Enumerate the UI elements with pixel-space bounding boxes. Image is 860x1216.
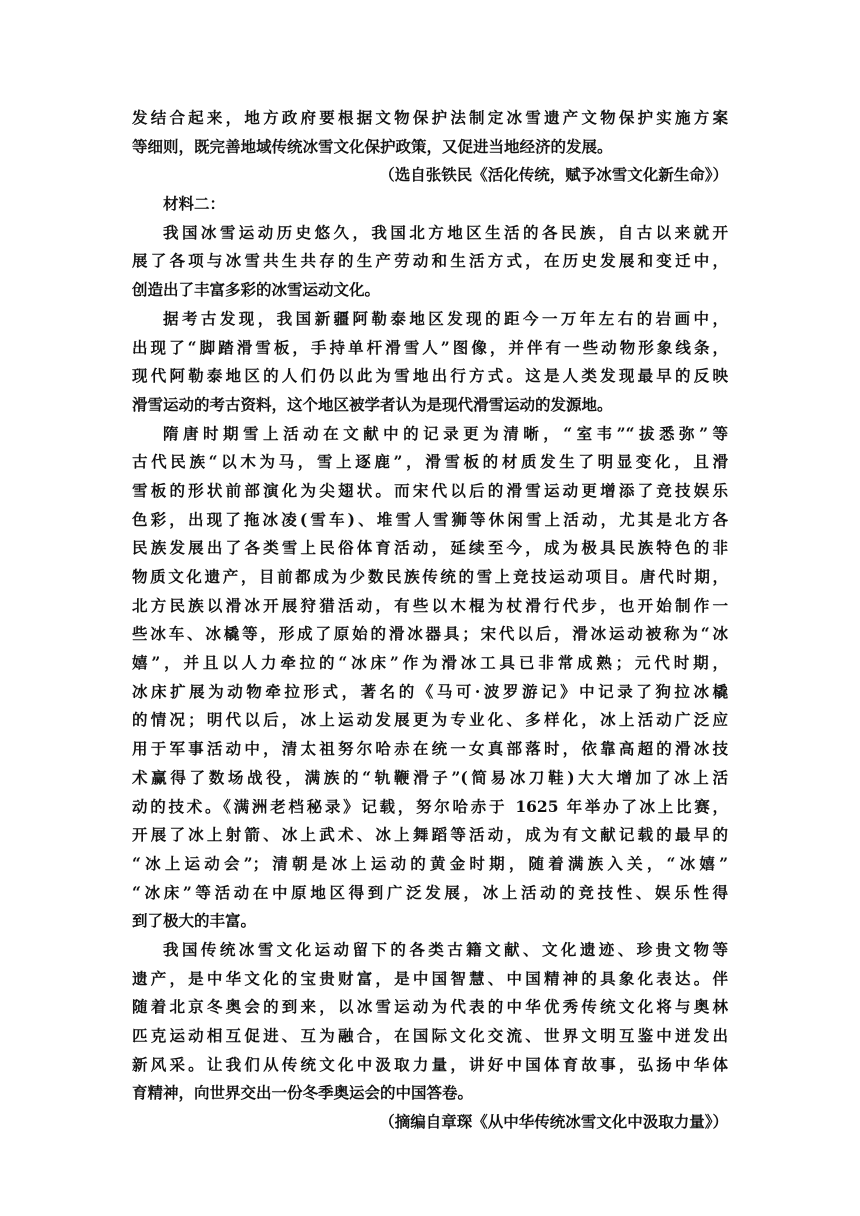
- section-heading: 材料二：: [163, 194, 226, 214]
- source-citation: （摘编自章琛《从中华传统冰雪文化中汲取力量》）: [379, 1112, 728, 1132]
- text-line: 北方民族以滑冰开展狩猎活动，有些以木棍为杖滑行代步，也开始制作一: [132, 595, 728, 615]
- text-line: 现代阿勒泰地区的人们仍以此为雪地出行方式。这是人类发现最早的反映: [132, 366, 728, 386]
- text-line: 隋唐时期雪上活动在文献中的记录更为清晰，“室韦”“拔悉弥”等: [163, 423, 728, 443]
- text-line: 色彩，出现了拖冰凌(雪车)、堆雪人雪狮等休闲雪上活动，尤其是北方各: [132, 509, 728, 529]
- text-line: 据考古发现，我国新疆阿勒泰地区发现的距今一万年左右的岩画中，: [163, 308, 728, 328]
- text-line: 冰床扩展为动物牵拉形式，著名的《马可·波罗游记》中记录了狗拉冰橇: [132, 681, 728, 701]
- source-citation: （选自张铁民《活化传统，赋予冰雪文化新生命》）: [379, 165, 728, 185]
- text-line: 我国传统冰雪文化运动留下的各类古籍文献、文化遗迹、珍贵文物等: [163, 939, 728, 959]
- text-line: 民族发展出了各类雪上民俗体育活动，延续至今，成为极具民族特色的非: [132, 538, 728, 558]
- text-line: 物质文化遗产，目前都成为少数民族传统的雪上竞技运动项目。唐代时期，: [132, 567, 728, 586]
- text-line: 开展了冰上射箭、冰上武术、冰上舞蹈等活动，成为有文献记载的最早的: [132, 825, 728, 845]
- text-line: 匹克运动相互促进、互为融合，在国际文化交流、世界文明互鉴中迸发出: [132, 1026, 728, 1045]
- text-line: 滑雪运动的考古资料，这个地区被学者认为是现代滑雪运动的发源地。: [132, 394, 613, 414]
- text-line: 等细则，既完善地域传统冰雪文化保护政策，又促进当地经济的发展。: [132, 136, 613, 156]
- text-line: “冰床”等活动在中原地区得到广泛发展，冰上活动的竞技性、娱乐性得: [132, 882, 728, 902]
- text-line: 些冰车、冰橇等，形成了原始的滑冰器具；宋代以后，滑冰运动被称为“冰: [132, 624, 728, 644]
- text-line: 的情况；明代以后，冰上运动发展更为专业化、多样化，冰上活动广泛应: [132, 710, 728, 730]
- text-line: 到了极大的丰富。: [132, 911, 257, 931]
- text-line: 动的技术。《满洲老档秘录》记载，努尔哈赤于 1625 年举办了冰上比赛，: [132, 796, 728, 816]
- text-line: 发结合起来，地方政府要根据文物保护法制定冰雪遗产文物保护实施方案: [132, 108, 728, 127]
- text-line: 术赢得了数场战役，满族的“轨鞭滑子”(简易冰刀鞋)大大增加了冰上活: [132, 767, 728, 787]
- text-line: “冰上运动会”；清朝是冰上运动的黄金时期，随着满族入关，“冰嬉”: [132, 853, 728, 873]
- text-line: 遗产，是中华文化的宝贵财富，是中国智慧、中国精神的具象化表达。伴: [132, 968, 728, 988]
- text-line: 古代民族“以木为马，雪上逐鹿”，滑雪板的材质发生了明显变化，且滑: [132, 452, 728, 472]
- text-line: 展了各项与冰雪共生共存的生产劳动和生活方式，在历史发展和变迁中，: [132, 251, 728, 271]
- text-line: 随着北京冬奥会的到来，以冰雪运动为代表的中华优秀传统文化将与奥林: [132, 997, 728, 1017]
- document-page: [132, 104, 728, 1137]
- text-line: 创造出了丰富多彩的冰雪运动文化。: [132, 280, 381, 300]
- text-line: 育精神，向世界交出一份冬季奥运会的中国答卷。: [132, 1083, 474, 1103]
- text-line: 新风采。让我们从传统文化中汲取力量，讲好中国体育故事，弘扬中华体: [132, 1054, 728, 1074]
- text-line: 我国冰雪运动历史悠久，我国北方地区生活的各民族，自古以来就开: [163, 222, 728, 242]
- text-line: 雪板的形状前部演化为尖翅状。而宋代以后的滑雪运动更增添了竞技娱乐: [132, 480, 728, 500]
- text-line: 嬉”，并且以人力牵拉的“冰床”作为滑冰工具已非常成熟；元代时期，: [132, 653, 728, 673]
- text-line: 用于军事活动中，清太祖努尔哈赤在统一女真部落时，依靠高超的滑冰技: [132, 739, 728, 759]
- text-line: 出现了“脚踏滑雪板，手持单杆滑雪人”图像，并伴有一些动物形象线条，: [132, 337, 728, 357]
